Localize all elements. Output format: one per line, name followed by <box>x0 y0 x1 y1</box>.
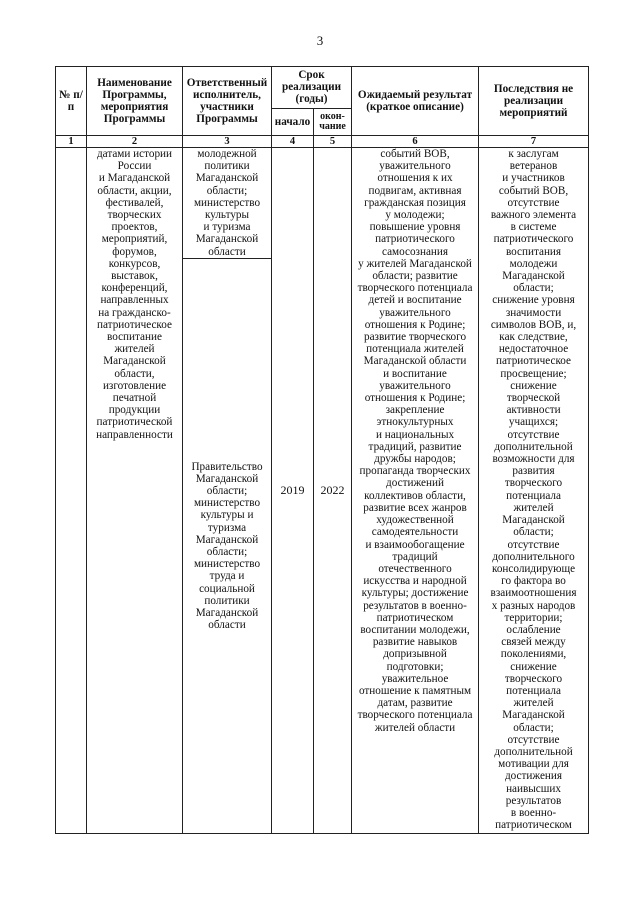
consequence-line: патриотическое <box>496 355 572 368</box>
event-name-line: изготовление <box>102 379 167 392</box>
event-name-line: печатной <box>112 392 157 405</box>
executor-bottom <box>183 259 272 834</box>
result-line: событий ВОВ, <box>380 148 450 160</box>
consequence-line: Магаданской <box>502 709 565 722</box>
result-line: самосознания <box>381 245 449 258</box>
consequence-line: Магаданской <box>502 514 565 527</box>
consequence-line: консолидирующе <box>491 562 576 575</box>
event-name-line: России <box>117 160 152 173</box>
event-name-line: конференций, <box>101 282 168 295</box>
result-line: искусства и народной <box>363 575 467 588</box>
header-start: начало <box>272 108 314 135</box>
event-name-line: фестивалей, <box>105 196 164 209</box>
result-line: и национальных <box>375 428 455 441</box>
result-line: творческого потенциала <box>357 282 473 295</box>
executor-line: политики <box>204 594 250 607</box>
col-number: 1 <box>56 136 87 148</box>
result-line: уважительное <box>381 672 449 685</box>
header-row <box>56 67 589 109</box>
consequences <box>479 148 589 834</box>
result-line: самодеятельности <box>371 526 459 539</box>
consequence-line: снижение уровня <box>492 294 575 307</box>
result-line: творческого потенциала <box>357 709 473 722</box>
result-line: отношение к памятным <box>358 684 472 697</box>
executor-line: области <box>208 245 246 258</box>
executor-line: области <box>208 619 246 632</box>
result-line: результатов в военно- <box>363 599 467 612</box>
result-line: развитие творческого <box>363 331 467 344</box>
consequence-line: снижение <box>510 379 557 392</box>
event-name-line: направленности <box>96 428 173 441</box>
result-line: развитие всех жанров <box>363 501 467 514</box>
consequence-line: воспитания <box>505 245 562 258</box>
executor-line: и туризма <box>203 221 251 234</box>
consequence-line: активности <box>506 404 561 417</box>
consequence-line: просвещение; <box>500 367 567 380</box>
consequence-line: отсутствие <box>507 538 560 551</box>
result-line: уважительного <box>379 306 451 319</box>
consequence-line: х разных народов <box>491 599 576 612</box>
consequence-line: ветеранов <box>509 160 558 173</box>
result-line: развитие навыков <box>372 636 458 649</box>
result-line: гражданская позиция <box>364 196 466 209</box>
consequence-line: символов ВОВ, и, <box>490 318 577 331</box>
consequence-line: важного элемента <box>490 209 577 222</box>
consequence-line: развития <box>512 465 555 478</box>
col-number: 5 <box>314 136 352 148</box>
consequence-line: наивысших <box>506 782 561 795</box>
executor-line: культуры и <box>200 509 254 522</box>
event-name-line: конкурсов, <box>108 257 161 270</box>
event-name-line: Магаданской <box>103 355 166 368</box>
result-line: пропаганда творческих <box>359 465 471 478</box>
result-line: коллективов области, <box>364 489 466 502</box>
result-line: и взаимообогащение <box>365 538 465 551</box>
executor-line: труда и <box>209 570 245 583</box>
executor-line: области; <box>206 484 248 497</box>
executor-line: министерство <box>193 196 261 209</box>
consequence-line: молодежи <box>509 257 558 270</box>
event-name-line: творческих <box>107 209 162 222</box>
result-line: подвигам, активная <box>368 184 462 197</box>
col-number: 2 <box>87 136 183 148</box>
result-line: уважительного <box>379 379 451 392</box>
header-term: Срок реализации (годы) <box>272 67 352 109</box>
result-line: подготовки; <box>386 660 444 673</box>
executor-line: социальной <box>199 582 255 595</box>
event-name-line: патриотической <box>96 416 173 429</box>
consequence-line: как следствие, <box>499 331 568 344</box>
result-line: достижений <box>386 477 444 490</box>
executor-line: молодежной <box>197 148 257 160</box>
result-line: области; развитие <box>372 270 458 283</box>
row-number <box>56 148 87 834</box>
consequence-line: снижение <box>510 660 557 673</box>
consequence-line: отсутствие <box>507 196 560 209</box>
executor-line: Магаданской <box>195 607 259 620</box>
consequence-line: области; <box>513 282 554 295</box>
event-name-line: патриотическое <box>97 318 172 331</box>
col-number: 7 <box>479 136 589 148</box>
result-line: культуры; достижение <box>361 587 469 600</box>
consequence-line: потенциала <box>506 684 561 697</box>
result-line: и воспитание <box>383 367 447 380</box>
consequence-line: патриотическом <box>495 819 572 832</box>
consequence-line: дополнительной <box>494 440 573 453</box>
program-table <box>55 66 589 834</box>
event-name-line: направленных <box>100 294 169 307</box>
executor-line: туризма <box>207 521 247 534</box>
executor-line: Магаданской <box>195 533 259 546</box>
event-name-line: выставок, <box>111 270 158 283</box>
event-name-line: датами истории <box>96 148 173 160</box>
result-line: отношения к Родине; <box>364 318 466 331</box>
consequence-line: творческого <box>504 672 563 685</box>
executor-line: культуры <box>204 209 250 222</box>
col-number: 3 <box>183 136 272 148</box>
page-number: 3 <box>316 33 324 48</box>
header-result: Ожидаемый результат (краткое описание) <box>352 67 479 136</box>
result-line: этнокультурных <box>376 416 454 429</box>
result-line: жителей области <box>374 721 456 734</box>
consequence-line: результатов <box>505 794 562 807</box>
result-line: отношения к Родине; <box>364 392 466 405</box>
consequence-line: творческой <box>506 392 561 405</box>
result-line: отечественного <box>378 562 452 575</box>
expected-result <box>352 148 479 834</box>
executor-top <box>183 148 272 259</box>
consequence-line: в системе <box>510 221 557 234</box>
consequence-line: достижения <box>504 770 563 783</box>
result-line: потенциала жителей <box>366 343 464 356</box>
result-line: дружбы народов; <box>374 453 456 466</box>
executor-line: области; <box>206 546 248 558</box>
consequence-line: в военно- <box>510 806 557 819</box>
consequence-line: жителей <box>513 501 554 514</box>
consequence-line: недостаточное <box>498 343 569 356</box>
consequence-line: и участников <box>502 172 565 185</box>
consequence-line: отсутствие <box>507 733 560 746</box>
consequence-line: к заслугам <box>508 148 559 160</box>
consequence-line: дополнительного <box>492 550 575 563</box>
consequence-line: событий ВОВ, <box>498 184 569 197</box>
event-name <box>87 148 183 834</box>
consequence-line: го фактора во <box>501 575 566 588</box>
result-line: Магаданской области <box>363 355 467 368</box>
result-line: патриотическом <box>376 611 454 624</box>
consequence-line: отсутствие <box>507 428 560 441</box>
consequence-line: жителей <box>513 697 554 710</box>
col-number: 6 <box>352 136 479 148</box>
result-line: детей и воспитание <box>368 294 462 307</box>
consequence-line: дополнительной <box>494 745 573 758</box>
table-row <box>56 148 589 259</box>
result-line: традиций <box>392 550 438 563</box>
event-name-line: жителей <box>114 343 155 356</box>
result-line: допризывной <box>383 648 447 661</box>
consequence-line: Магаданской <box>502 270 565 283</box>
column-numbers-row <box>56 136 589 148</box>
event-name-line: проектов, <box>111 221 158 234</box>
result-line: закрепление <box>385 404 445 417</box>
result-line: уважительного <box>379 160 451 173</box>
result-line: повышение уровня <box>369 221 461 234</box>
consequence-line: творческого <box>504 477 563 490</box>
event-name-line: форумов, <box>112 245 157 258</box>
consequence-line: территории; <box>504 611 563 624</box>
executor-line: Магаданской <box>195 472 259 485</box>
event-name-line: и Магаданской <box>98 172 171 185</box>
consequence-line: возможности для <box>492 453 575 466</box>
consequence-line: потенциала <box>506 489 561 502</box>
result-line: у жителей Магаданской <box>358 257 472 270</box>
executor-line: министерство <box>193 558 261 571</box>
consequence-line: ослабление <box>506 623 561 636</box>
executor-line: области; <box>206 184 248 197</box>
executor-line: политики <box>204 160 250 173</box>
result-line: художественной <box>376 514 454 527</box>
consequence-line: области; <box>513 721 554 734</box>
header-consequences: Последствия не реализации мероприятий <box>479 67 589 136</box>
result-line: датам, развитие <box>377 697 453 710</box>
executor-line: Правительство <box>191 460 263 473</box>
executor-line: Магаданской <box>195 233 259 246</box>
executor-line: министерство <box>193 497 261 510</box>
header-end: окон-чание <box>314 108 352 135</box>
event-name-line: мероприятий, <box>101 233 168 246</box>
consequence-line: патриотического <box>493 233 574 246</box>
consequence-line: взаимоотношения <box>490 587 577 600</box>
header-number: № п/п <box>56 67 87 136</box>
result-line: патриотического <box>375 233 455 246</box>
col-number: 4 <box>272 136 314 148</box>
result-line: воспитании молодежи, <box>360 623 470 636</box>
end-year: 2022 <box>314 148 352 834</box>
result-line: традиций, развитие <box>368 440 462 453</box>
consequence-line: значимости <box>505 306 562 319</box>
start-year: 2019 <box>272 148 314 834</box>
result-line: у молодежи; <box>385 209 445 222</box>
consequence-line: связей между <box>501 636 566 649</box>
header-executor: Ответственный исполнитель, участники Программы <box>183 67 272 136</box>
executor-line: Магаданской <box>195 172 259 185</box>
header-name: Наименование Программы, мероприятия Программы <box>87 67 183 136</box>
result-line: отношения к их <box>377 172 453 185</box>
event-name-line: продукции <box>108 404 161 417</box>
consequence-line: учащихся; <box>508 416 559 429</box>
event-name-line: области, <box>114 367 155 380</box>
event-name-line: области, акции, <box>97 184 172 197</box>
consequence-line: области; <box>513 526 554 539</box>
consequence-line: поколениями, <box>500 648 567 661</box>
consequence-line: мотивации для <box>498 758 569 771</box>
event-name-line: воспитание <box>107 331 162 344</box>
event-name-line: на гражданско- <box>98 306 171 319</box>
